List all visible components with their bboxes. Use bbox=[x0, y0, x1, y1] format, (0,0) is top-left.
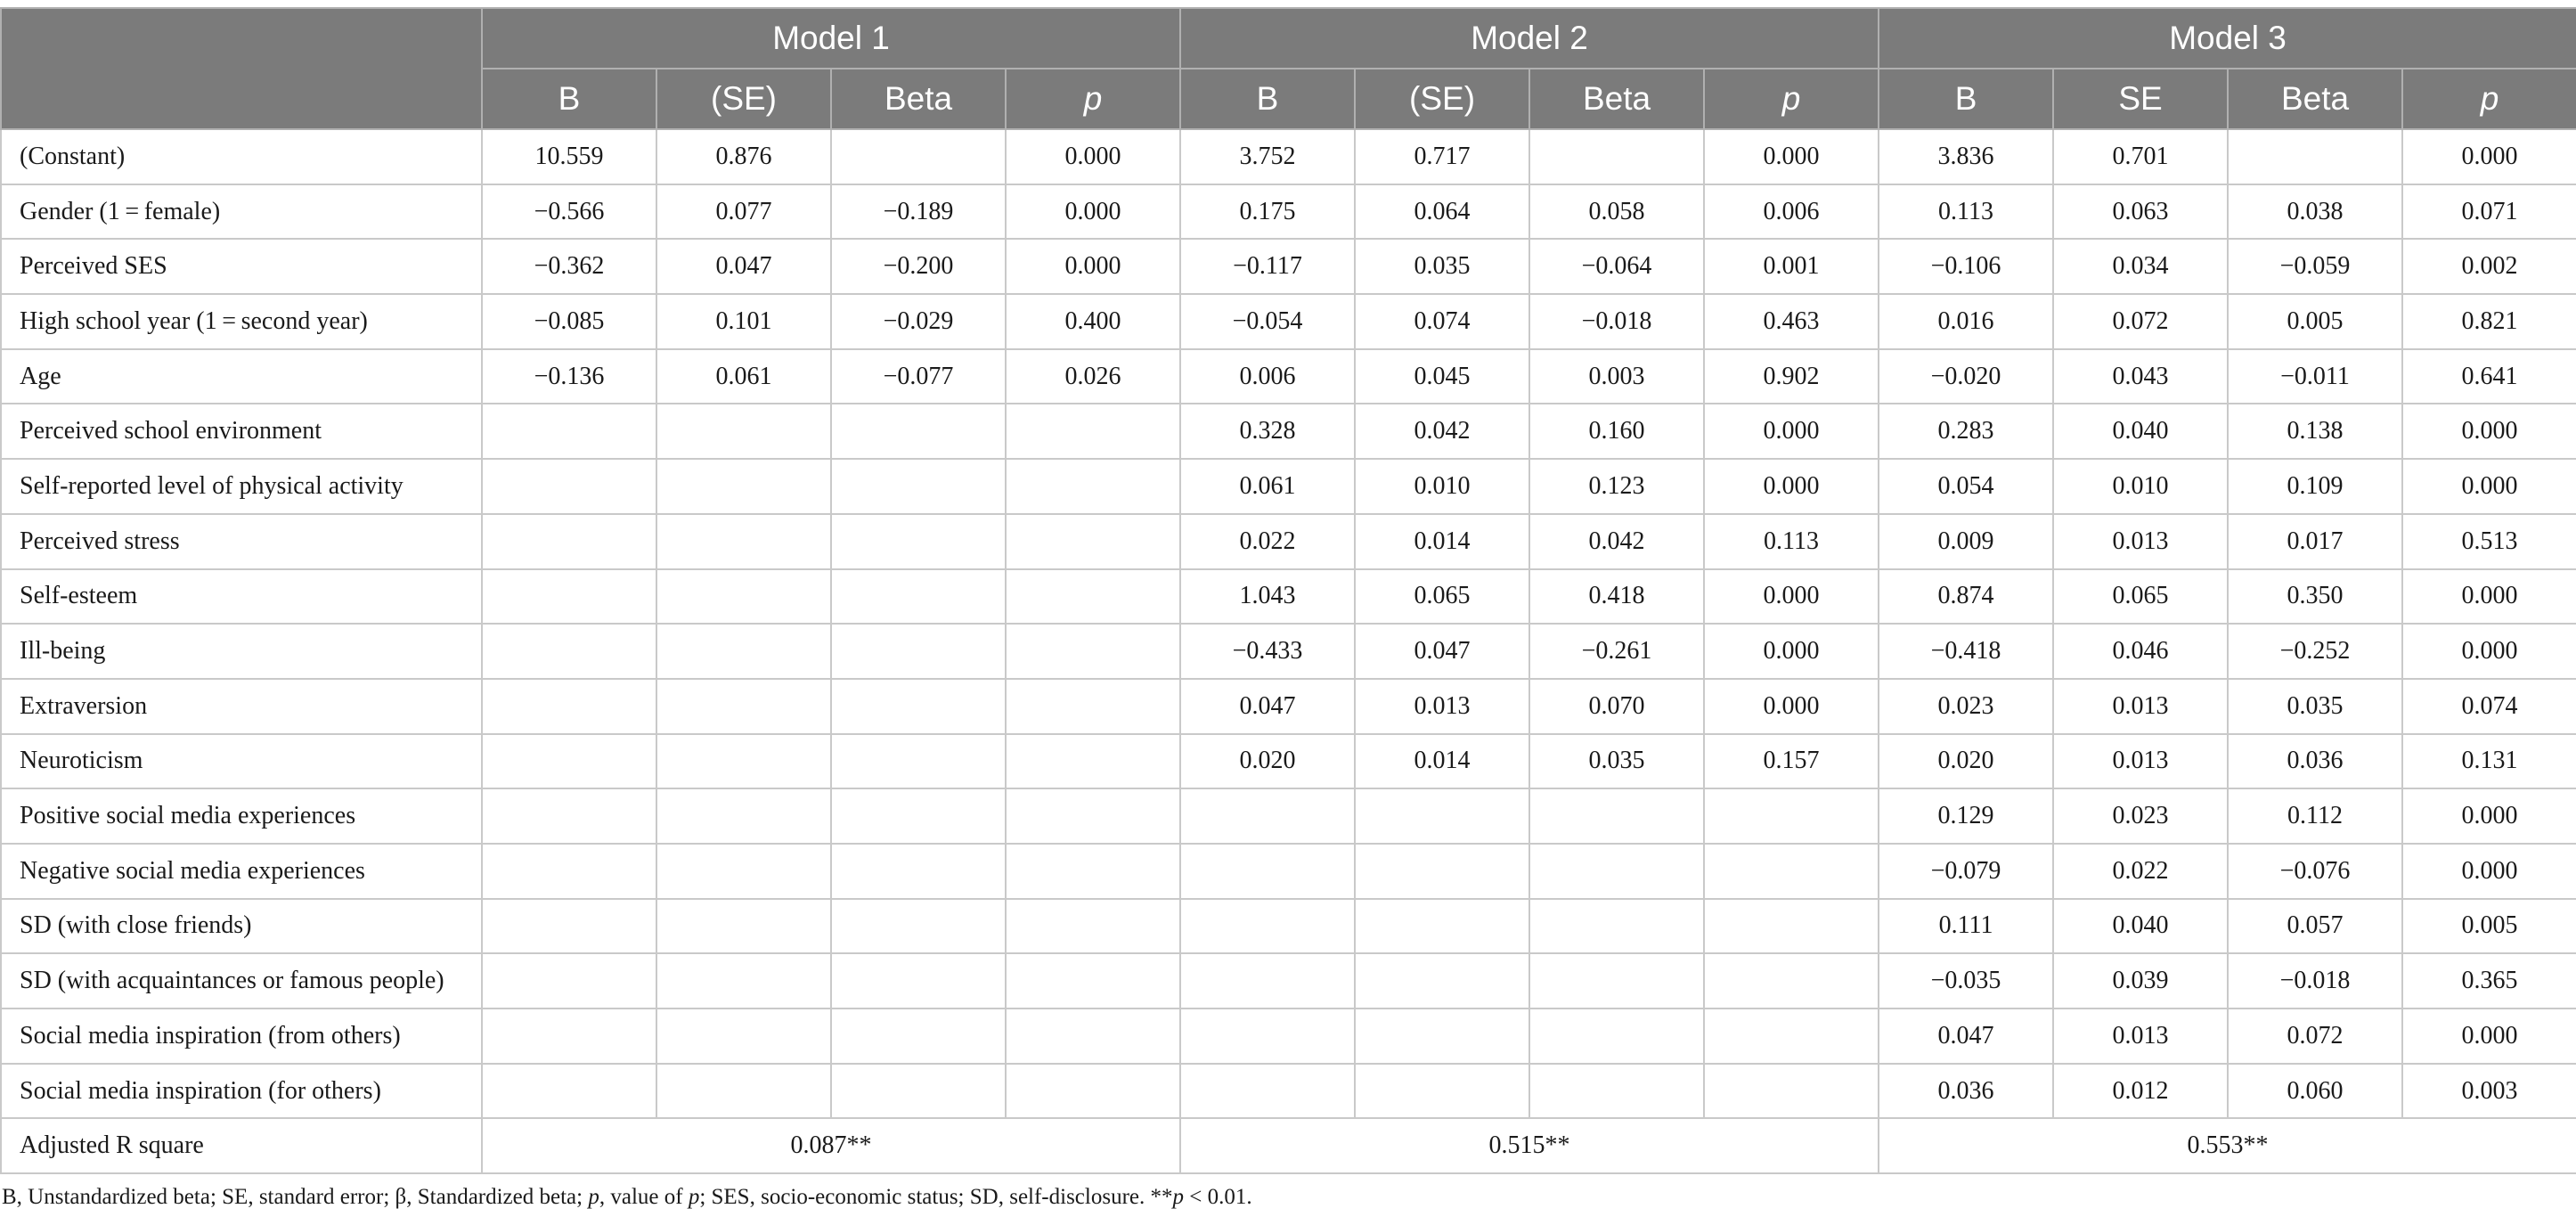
table-cell: −0.200 bbox=[831, 239, 1006, 294]
column-header: (SE) bbox=[656, 69, 831, 129]
table-cell bbox=[1529, 129, 1704, 184]
table-cell bbox=[482, 844, 656, 899]
table-cell bbox=[1704, 953, 1879, 1009]
table-cell: 0.042 bbox=[1529, 514, 1704, 569]
table-cell bbox=[1355, 844, 1529, 899]
table-cell: 0.000 bbox=[1704, 679, 1879, 734]
row-label: Ill-being bbox=[1, 624, 482, 679]
table-cell: 0.003 bbox=[1529, 349, 1704, 404]
table-cell: 0.003 bbox=[2402, 1064, 2576, 1119]
table-row bbox=[1, 569, 2576, 625]
model-header-row bbox=[1, 8, 2576, 69]
table-cell bbox=[656, 514, 831, 569]
table-footnote bbox=[2, 1185, 1252, 1210]
table-cell: 0.017 bbox=[2228, 514, 2402, 569]
table-cell bbox=[482, 788, 656, 844]
table-cell bbox=[656, 1064, 831, 1119]
table-cell: 0.023 bbox=[2053, 788, 2228, 844]
table-cell: 0.874 bbox=[1879, 569, 2053, 625]
table-cell bbox=[1180, 844, 1355, 899]
table-cell: 0.013 bbox=[2053, 679, 2228, 734]
table-cell bbox=[1704, 844, 1879, 899]
table-cell: 0.717 bbox=[1355, 129, 1529, 184]
table-cell: 0.010 bbox=[1355, 459, 1529, 514]
row-label: SD (with acquaintances or famous people) bbox=[1, 953, 482, 1009]
table-cell bbox=[656, 624, 831, 679]
table-cell bbox=[1180, 788, 1355, 844]
table-cell: −0.189 bbox=[831, 184, 1006, 240]
table-cell: 0.123 bbox=[1529, 459, 1704, 514]
table-cell bbox=[1180, 899, 1355, 954]
column-header: p bbox=[1704, 69, 1879, 129]
table-cell: 0.131 bbox=[2402, 734, 2576, 789]
table-cell: 0.012 bbox=[2053, 1064, 2228, 1119]
table-cell: 0.077 bbox=[656, 184, 831, 240]
table-cell: 0.047 bbox=[1355, 624, 1529, 679]
table-row bbox=[1, 844, 2576, 899]
table-cell bbox=[482, 1064, 656, 1119]
table-cell bbox=[831, 1064, 1006, 1119]
table-cell: 0.071 bbox=[2402, 184, 2576, 240]
table-row bbox=[1, 514, 2576, 569]
table-cell: 0.112 bbox=[2228, 788, 2402, 844]
table-cell: 0.074 bbox=[2402, 679, 2576, 734]
table-cell bbox=[1006, 569, 1180, 625]
table-cell: 0.043 bbox=[2053, 349, 2228, 404]
table-cell: 0.061 bbox=[656, 349, 831, 404]
table-cell: 0.010 bbox=[2053, 459, 2228, 514]
table-cell bbox=[482, 679, 656, 734]
row-label: Perceived school environment bbox=[1, 404, 482, 459]
table-cell: 0.283 bbox=[1879, 404, 2053, 459]
table-cell: −0.079 bbox=[1879, 844, 2053, 899]
table-cell bbox=[482, 514, 656, 569]
table-cell: −0.035 bbox=[1879, 953, 2053, 1009]
table-cell: 0.035 bbox=[2228, 679, 2402, 734]
table-row bbox=[1, 1009, 2576, 1064]
table-cell bbox=[831, 1009, 1006, 1064]
row-label: Self-esteem bbox=[1, 569, 482, 625]
table-cell bbox=[1529, 899, 1704, 954]
table-cell: 0.101 bbox=[656, 294, 831, 349]
table-cell bbox=[1355, 1009, 1529, 1064]
table-cell: 0.023 bbox=[1879, 679, 2053, 734]
adjusted-r-square-value: 0.087** bbox=[482, 1118, 1180, 1173]
footnote-text: < 0.01. bbox=[1184, 1185, 1252, 1209]
table-cell bbox=[1529, 844, 1704, 899]
table-cell bbox=[831, 953, 1006, 1009]
table-cell: 0.001 bbox=[1704, 239, 1879, 294]
table-cell: 0.045 bbox=[1355, 349, 1529, 404]
table-cell: 0.014 bbox=[1355, 734, 1529, 789]
table-cell bbox=[831, 734, 1006, 789]
table-cell bbox=[1006, 404, 1180, 459]
table-cell: 0.046 bbox=[2053, 624, 2228, 679]
table-cell: 10.559 bbox=[482, 129, 656, 184]
table-cell: 0.513 bbox=[2402, 514, 2576, 569]
table-cell bbox=[1355, 788, 1529, 844]
table-cell: −0.106 bbox=[1879, 239, 2053, 294]
table-cell bbox=[656, 953, 831, 1009]
table-cell: −0.077 bbox=[831, 349, 1006, 404]
table-cell: 0.038 bbox=[2228, 184, 2402, 240]
row-label: Adjusted R square bbox=[1, 1118, 482, 1173]
table-cell: 0.070 bbox=[1529, 679, 1704, 734]
table-cell: 0.002 bbox=[2402, 239, 2576, 294]
table-cell: 1.043 bbox=[1180, 569, 1355, 625]
table-row bbox=[1, 349, 2576, 404]
row-label: Social media inspiration (from others) bbox=[1, 1009, 482, 1064]
table-cell bbox=[656, 1009, 831, 1064]
table-row bbox=[1, 129, 2576, 184]
table-row bbox=[1, 184, 2576, 240]
table-cell: 0.039 bbox=[2053, 953, 2228, 1009]
table-cell bbox=[482, 569, 656, 625]
table-cell: 0.013 bbox=[1355, 679, 1529, 734]
table-cell: −0.020 bbox=[1879, 349, 2053, 404]
table-cell bbox=[1529, 953, 1704, 1009]
table-cell: 0.074 bbox=[1355, 294, 1529, 349]
table-cell bbox=[831, 129, 1006, 184]
table-row bbox=[1, 624, 2576, 679]
table-cell: 0.328 bbox=[1180, 404, 1355, 459]
table-cell bbox=[1529, 1009, 1704, 1064]
table-cell: 0.160 bbox=[1529, 404, 1704, 459]
table-cell bbox=[1704, 788, 1879, 844]
table-row bbox=[1, 734, 2576, 789]
table-cell: −0.054 bbox=[1180, 294, 1355, 349]
table-body bbox=[1, 129, 2576, 1173]
table-cell: −0.018 bbox=[2228, 953, 2402, 1009]
table-cell: 0.057 bbox=[2228, 899, 2402, 954]
table-cell bbox=[656, 404, 831, 459]
table-cell: 0.072 bbox=[2053, 294, 2228, 349]
table-cell: 0.014 bbox=[1355, 514, 1529, 569]
table-cell: 0.013 bbox=[2053, 734, 2228, 789]
table-cell bbox=[831, 459, 1006, 514]
table-cell bbox=[656, 788, 831, 844]
table-cell: 0.418 bbox=[1529, 569, 1704, 625]
table-cell: 0.006 bbox=[1704, 184, 1879, 240]
table-cell bbox=[656, 899, 831, 954]
table-cell bbox=[656, 459, 831, 514]
table-cell bbox=[656, 844, 831, 899]
column-header: p bbox=[2402, 69, 2576, 129]
table-cell: 0.821 bbox=[2402, 294, 2576, 349]
table-cell bbox=[482, 734, 656, 789]
row-label: High school year (1 = second year) bbox=[1, 294, 482, 349]
table-cell bbox=[482, 459, 656, 514]
table-cell: 0.006 bbox=[1180, 349, 1355, 404]
adjusted-r-square-row bbox=[1, 1118, 2576, 1173]
table-cell: 0.005 bbox=[2402, 899, 2576, 954]
table-cell: −0.029 bbox=[831, 294, 1006, 349]
table-cell: 0.138 bbox=[2228, 404, 2402, 459]
table-cell bbox=[1006, 953, 1180, 1009]
table-cell: 0.365 bbox=[2402, 953, 2576, 1009]
table-cell: −0.362 bbox=[482, 239, 656, 294]
table-cell: 0.022 bbox=[1180, 514, 1355, 569]
table-row bbox=[1, 294, 2576, 349]
table-cell bbox=[656, 679, 831, 734]
table-cell bbox=[831, 404, 1006, 459]
table-cell: 0.000 bbox=[2402, 844, 2576, 899]
table-cell bbox=[1006, 624, 1180, 679]
model-2-header: Model 2 bbox=[1180, 8, 1879, 69]
table-cell: −0.261 bbox=[1529, 624, 1704, 679]
adjusted-r-square-value: 0.515** bbox=[1180, 1118, 1879, 1173]
table-cell: 0.013 bbox=[2053, 1009, 2228, 1064]
row-label: Social media inspiration (for others) bbox=[1, 1064, 482, 1119]
table-cell bbox=[1355, 1064, 1529, 1119]
table-cell: 0.000 bbox=[1006, 239, 1180, 294]
column-header: Beta bbox=[2228, 69, 2402, 129]
table-cell: 0.350 bbox=[2228, 569, 2402, 625]
table-cell: 0.876 bbox=[656, 129, 831, 184]
table-cell: 0.000 bbox=[2402, 569, 2576, 625]
table-cell: 0.035 bbox=[1529, 734, 1704, 789]
table-cell: 0.157 bbox=[1704, 734, 1879, 789]
table-cell: 0.009 bbox=[1879, 514, 2053, 569]
table-cell bbox=[1006, 734, 1180, 789]
table-cell bbox=[1180, 1009, 1355, 1064]
table-cell: 0.020 bbox=[1879, 734, 2053, 789]
row-label: Positive social media experiences bbox=[1, 788, 482, 844]
table-cell bbox=[1180, 1064, 1355, 1119]
row-label: Self-reported level of physical activity bbox=[1, 459, 482, 514]
table-cell: −0.085 bbox=[482, 294, 656, 349]
table-cell bbox=[1006, 459, 1180, 514]
adjusted-r-square-value: 0.553** bbox=[1879, 1118, 2576, 1173]
table-cell: 0.109 bbox=[2228, 459, 2402, 514]
row-label: (Constant) bbox=[1, 129, 482, 184]
model-1-header: Model 1 bbox=[482, 8, 1180, 69]
table-cell: 3.752 bbox=[1180, 129, 1355, 184]
table-cell: 0.902 bbox=[1704, 349, 1879, 404]
table-cell: 0.065 bbox=[1355, 569, 1529, 625]
table-cell: −0.566 bbox=[482, 184, 656, 240]
table-cell: −0.076 bbox=[2228, 844, 2402, 899]
table-cell: 0.064 bbox=[1355, 184, 1529, 240]
footnote-text: ; SES, socio-economic status; SD, self-disclosure. ** bbox=[699, 1185, 1173, 1209]
table-cell: −0.059 bbox=[2228, 239, 2402, 294]
table-cell bbox=[831, 844, 1006, 899]
table-cell: 0.047 bbox=[1180, 679, 1355, 734]
table-cell: 0.061 bbox=[1180, 459, 1355, 514]
row-label: Perceived stress bbox=[1, 514, 482, 569]
table-cell: 0.000 bbox=[2402, 459, 2576, 514]
table-cell: 0.022 bbox=[2053, 844, 2228, 899]
table-cell bbox=[1355, 953, 1529, 1009]
table-cell: 0.000 bbox=[1704, 129, 1879, 184]
table-cell bbox=[482, 1009, 656, 1064]
table-cell bbox=[831, 679, 1006, 734]
table-cell bbox=[2228, 129, 2402, 184]
table-cell bbox=[1006, 844, 1180, 899]
table-cell: 0.036 bbox=[2228, 734, 2402, 789]
column-header: B bbox=[1180, 69, 1355, 129]
table-cell: 0.026 bbox=[1006, 349, 1180, 404]
column-header: (SE) bbox=[1355, 69, 1529, 129]
table-cell: 0.000 bbox=[1704, 459, 1879, 514]
table-cell: 0.020 bbox=[1180, 734, 1355, 789]
table-cell: 0.000 bbox=[1704, 404, 1879, 459]
table-header bbox=[1, 8, 2576, 129]
table-cell: −0.418 bbox=[1879, 624, 2053, 679]
regression-table bbox=[0, 7, 2576, 1174]
table-row bbox=[1, 953, 2576, 1009]
footnote-text: B, Unstandardized beta; SE, standard error; β, Standardized beta; bbox=[2, 1185, 589, 1209]
footnote-p: p bbox=[688, 1185, 700, 1209]
column-header: Beta bbox=[831, 69, 1006, 129]
table-cell bbox=[482, 624, 656, 679]
table-cell: 0.701 bbox=[2053, 129, 2228, 184]
table-cell bbox=[831, 569, 1006, 625]
table-row bbox=[1, 239, 2576, 294]
table-cell: 0.072 bbox=[2228, 1009, 2402, 1064]
table-cell: 0.047 bbox=[1879, 1009, 2053, 1064]
row-label: Extraversion bbox=[1, 679, 482, 734]
table-cell bbox=[831, 514, 1006, 569]
table-row bbox=[1, 459, 2576, 514]
table-cell: 0.113 bbox=[1704, 514, 1879, 569]
table-cell bbox=[1704, 899, 1879, 954]
row-label: Negative social media experiences bbox=[1, 844, 482, 899]
table-cell: 0.129 bbox=[1879, 788, 2053, 844]
model-3-header: Model 3 bbox=[1879, 8, 2576, 69]
column-header: B bbox=[482, 69, 656, 129]
column-header: B bbox=[1879, 69, 2053, 129]
table-cell: 0.000 bbox=[2402, 788, 2576, 844]
table-cell: −0.011 bbox=[2228, 349, 2402, 404]
table-cell: 0.035 bbox=[1355, 239, 1529, 294]
row-label: Perceived SES bbox=[1, 239, 482, 294]
table-cell: 0.000 bbox=[2402, 404, 2576, 459]
table-cell bbox=[1006, 1009, 1180, 1064]
table-cell: 0.175 bbox=[1180, 184, 1355, 240]
table-cell bbox=[1529, 1064, 1704, 1119]
table-cell: 0.400 bbox=[1006, 294, 1180, 349]
table-cell: −0.136 bbox=[482, 349, 656, 404]
table-cell: 0.641 bbox=[2402, 349, 2576, 404]
table-cell: 0.013 bbox=[2053, 514, 2228, 569]
table-cell: 0.000 bbox=[1006, 184, 1180, 240]
table-cell: 0.060 bbox=[2228, 1064, 2402, 1119]
table-cell: −0.117 bbox=[1180, 239, 1355, 294]
table-cell: −0.018 bbox=[1529, 294, 1704, 349]
table-cell bbox=[656, 734, 831, 789]
table-cell bbox=[831, 899, 1006, 954]
table-cell: 0.040 bbox=[2053, 899, 2228, 954]
table-cell bbox=[1355, 899, 1529, 954]
table-row bbox=[1, 899, 2576, 954]
table-cell: 0.000 bbox=[1006, 129, 1180, 184]
column-header: Beta bbox=[1529, 69, 1704, 129]
row-label: Neuroticism bbox=[1, 734, 482, 789]
table-cell bbox=[1704, 1009, 1879, 1064]
table-cell bbox=[1180, 953, 1355, 1009]
table-cell: 0.000 bbox=[2402, 624, 2576, 679]
table-cell bbox=[1529, 788, 1704, 844]
table-cell bbox=[831, 788, 1006, 844]
table-cell bbox=[1006, 514, 1180, 569]
table-cell: 0.058 bbox=[1529, 184, 1704, 240]
row-label: Gender (1 = female) bbox=[1, 184, 482, 240]
row-label: Age bbox=[1, 349, 482, 404]
table-row bbox=[1, 679, 2576, 734]
table-cell: −0.064 bbox=[1529, 239, 1704, 294]
table-cell bbox=[482, 404, 656, 459]
table-cell bbox=[656, 569, 831, 625]
column-header: SE bbox=[2053, 69, 2228, 129]
corner-cell bbox=[1, 8, 482, 129]
table-cell bbox=[1704, 1064, 1879, 1119]
footnote-p: p bbox=[1172, 1185, 1185, 1209]
table-cell: 0.111 bbox=[1879, 899, 2053, 954]
table-cell: 0.036 bbox=[1879, 1064, 2053, 1119]
row-label: SD (with close friends) bbox=[1, 899, 482, 954]
table-cell: 0.042 bbox=[1355, 404, 1529, 459]
table-cell: 0.000 bbox=[2402, 129, 2576, 184]
table-row bbox=[1, 788, 2576, 844]
table-cell: 0.463 bbox=[1704, 294, 1879, 349]
table-cell: 0.063 bbox=[2053, 184, 2228, 240]
table-cell: 0.113 bbox=[1879, 184, 2053, 240]
table-cell: 0.034 bbox=[2053, 239, 2228, 294]
table-cell: 0.000 bbox=[2402, 1009, 2576, 1064]
table-cell bbox=[831, 624, 1006, 679]
table-cell: 0.047 bbox=[656, 239, 831, 294]
table-cell: 0.065 bbox=[2053, 569, 2228, 625]
table-cell bbox=[1006, 1064, 1180, 1119]
table-row bbox=[1, 404, 2576, 459]
table-cell: 3.836 bbox=[1879, 129, 2053, 184]
table-cell: 0.005 bbox=[2228, 294, 2402, 349]
footnote-p: p bbox=[588, 1185, 599, 1209]
footnote-text: , value of bbox=[599, 1185, 689, 1209]
column-header: p bbox=[1006, 69, 1180, 129]
table-cell bbox=[482, 953, 656, 1009]
table-cell: 0.000 bbox=[1704, 569, 1879, 625]
table-cell bbox=[1006, 899, 1180, 954]
table-cell bbox=[482, 899, 656, 954]
table-cell bbox=[1006, 679, 1180, 734]
table-cell: 0.054 bbox=[1879, 459, 2053, 514]
table-cell: 0.000 bbox=[1704, 624, 1879, 679]
table-cell bbox=[1006, 788, 1180, 844]
table-cell: 0.016 bbox=[1879, 294, 2053, 349]
table-cell: −0.252 bbox=[2228, 624, 2402, 679]
table-row bbox=[1, 1064, 2576, 1119]
table-cell: 0.040 bbox=[2053, 404, 2228, 459]
table-cell: −0.433 bbox=[1180, 624, 1355, 679]
